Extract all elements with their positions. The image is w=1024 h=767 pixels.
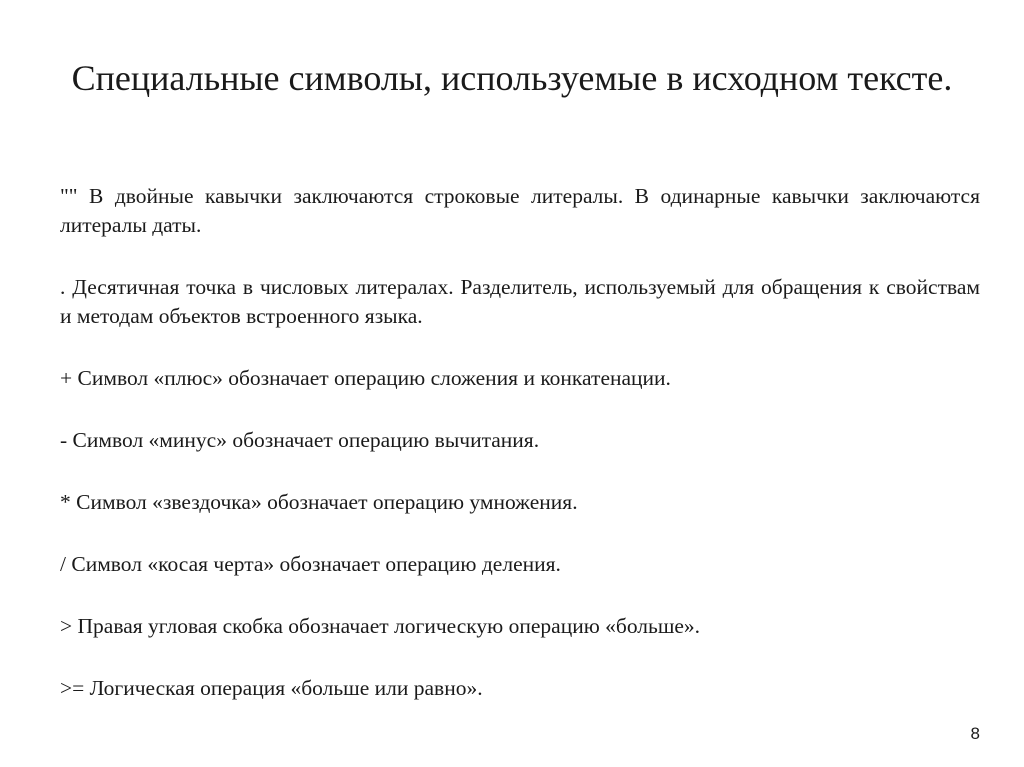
paragraph-minus: - Символ «минус» обозначает операцию вычитания. (60, 428, 540, 452)
slide-body (60, 182, 980, 736)
slide-title: Специальные символы, используемые в исходном тексте. (71, 58, 953, 98)
paragraph-decimal-point: . Десятичная точка в числовых литералах. Разделитель, используемый для обращения к свойствам и методам объектов встроенного языка. (60, 275, 980, 328)
paragraph-slash: / Символ «косая черта» обозначает операцию деления. (60, 552, 561, 576)
paragraph-plus: + Символ «плюс» обозначает операцию сложения и конкатенации. (60, 366, 671, 390)
paragraph-asterisk: * Символ «звездочка» обозначает операцию умножения. (60, 490, 578, 514)
paragraph-greater-than: > Правая угловая скобка обозначает логическую операцию «больше». (60, 614, 701, 638)
page-number: 8 (970, 724, 980, 743)
paragraph-greater-or-equal: >= Логическая операция «больше или равно». (60, 676, 483, 700)
paragraph-double-quotes: "" В двойные кавычки заключаются строковые литералы. В одинарные кавычки заключаются литералы даты. (60, 184, 980, 237)
